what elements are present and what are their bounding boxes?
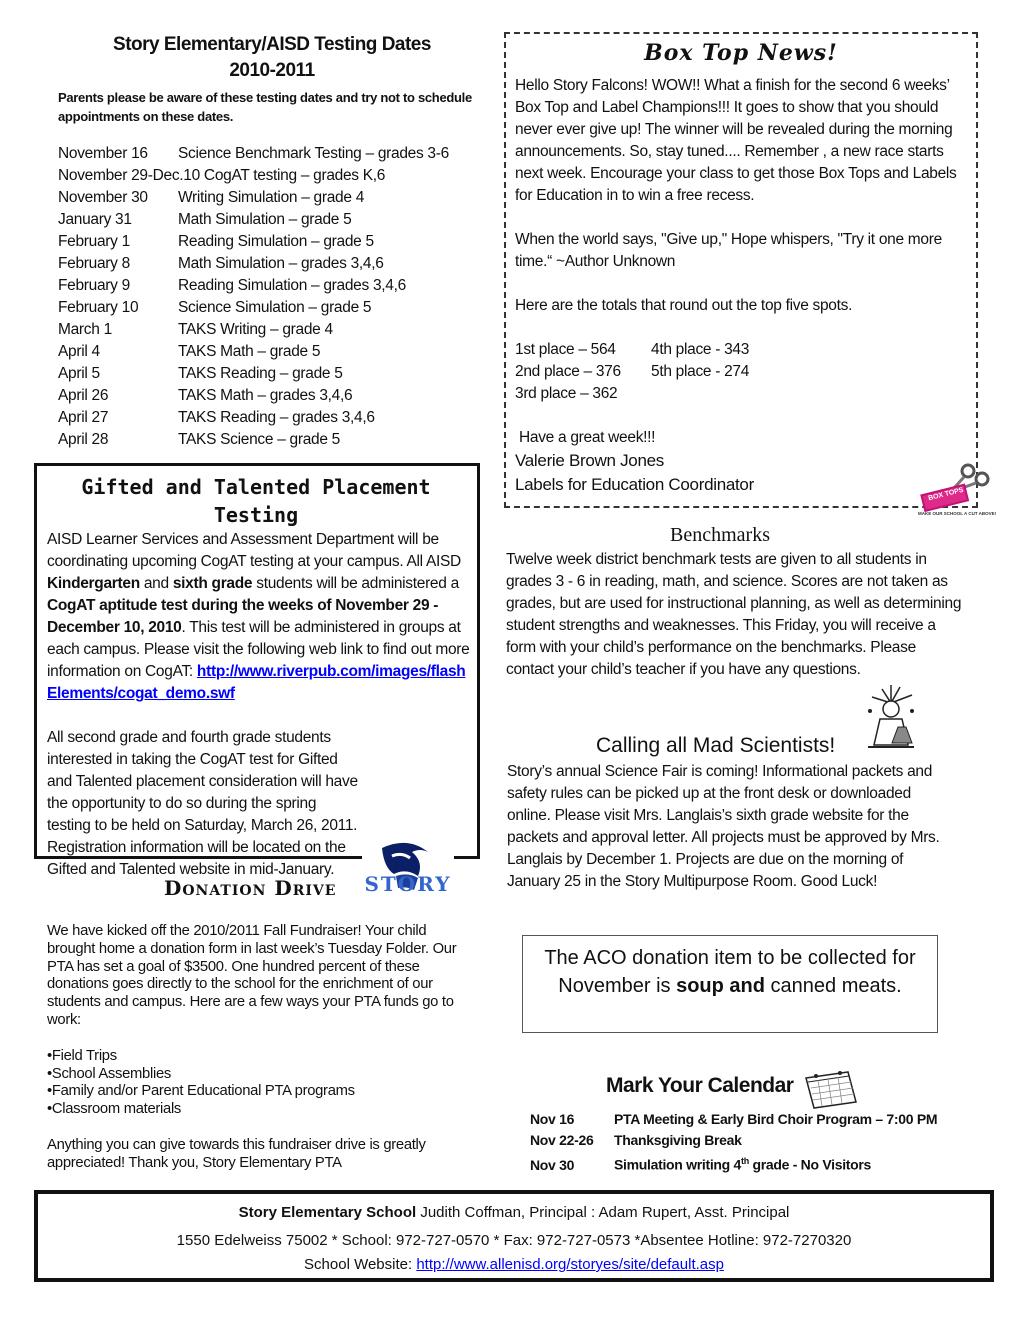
- donation-list-item: •Family and/or Parent Educational PTA programs: [47, 1083, 355, 1100]
- boxtop-quote: When the world says, "Give up," Hope whispers, "Try it one more time.“ ~Author Unknown: [515, 231, 942, 270]
- boxtop-title: Box Top News!: [644, 40, 838, 66]
- boxtop-paragraph-1: Hello Story Falcons! WOW!! What a finish for the second 6 weeks’ Box Top and Label Champions!!! It goes to show that you should never ever give up! The winner will be revealed during the morning announcements. So, stay tuned.... Remember , a new race starts next week. Encourage your class to get those Box Tops and Labels for Education in to win a free recess.: [515, 77, 957, 204]
- scientist-icon: [862, 683, 920, 753]
- testing-title-line1: Story Elementary/AISD Testing Dates: [113, 34, 431, 55]
- testing-date: April 4: [58, 343, 100, 360]
- benchmarks-body: Twelve week district benchmark tests are given to all students in grades 3 - 6 in reading, math, and science. Scores are not taken as grades, but are used for instructional planning, as well as determining student strengths and weaknesses. This Friday, you will receive a form with your child’s performance on the benchmarks. Please contact your child’s teacher if you have any questions.: [506, 551, 962, 678]
- gifted-text: . This test will be administered in groups at each campus. Please visit the following web link to find out more information on CogAT:: [47, 619, 470, 680]
- testing-row: [58, 385, 498, 407]
- scientists-body: Story’s annual Science Fair is coming! Informational packets and safety rules can be picked up at the front desk or downloaded online. Please visit Mrs. Langlais’s sixth grade website for the packets and approval letter. All projects must be approved by Mrs. Langlais by December 1. Projects are due on the morning of January 25 in the Story Multipurpose Room. Good Luck!: [507, 763, 940, 890]
- calendar-event: [530, 1151, 937, 1176]
- calendar-event: [530, 1109, 937, 1130]
- boxtop-signature-name: Valerie Brown Jones: [515, 451, 664, 470]
- footer-school: Story Elementary School: [238, 1204, 417, 1221]
- calendar-event-text: Thanksgiving Break: [614, 1132, 742, 1148]
- testing-row: [58, 319, 498, 341]
- boxtop-body: [515, 75, 970, 497]
- boxtops-logo-text: BOX TOPS: [927, 486, 965, 503]
- school-website-link[interactable]: http://www.allenisd.org/storyes/site/default.asp: [416, 1256, 724, 1273]
- aco-text-bold: soup and: [676, 975, 765, 997]
- testing-row: [58, 187, 498, 209]
- testing-event: Science Simulation – grade 5: [178, 299, 372, 316]
- donation-body: [47, 923, 472, 1173]
- testing-date: February 9: [58, 277, 130, 294]
- gifted-bold-dates: CogAT aptitude test during the weeks of November 29 - December 10, 2010: [47, 597, 439, 636]
- testing-date: February 1: [58, 233, 130, 250]
- footer-line-1: [38, 1204, 990, 1221]
- testing-title-line2: 2010-2011: [229, 60, 315, 81]
- aco-text: The ACO donation item to be collected for November is: [544, 947, 916, 997]
- boxtop-signature-role: Labels for Education Coordinator: [515, 475, 754, 494]
- testing-row: [58, 341, 498, 363]
- testing-row: [58, 275, 498, 297]
- footer-box: [34, 1190, 994, 1282]
- gifted-title: Gifted and Talented Placement Testing: [81, 475, 431, 527]
- gifted-text: students will be administered a: [252, 575, 459, 592]
- testing-event: Math Simulation – grades 3,4,6: [178, 255, 384, 272]
- testing-dates-table: [58, 143, 498, 451]
- calendar-title: Mark Your Calendar: [606, 1074, 794, 1097]
- gifted-text: and: [139, 575, 173, 592]
- testing-row: [58, 165, 498, 187]
- benchmarks-title: Benchmarks: [670, 524, 770, 546]
- testing-event: TAKS Math – grade 5: [178, 343, 321, 360]
- gifted-paragraph-1: [47, 529, 472, 705]
- aco-text-end: canned meats.: [764, 975, 902, 997]
- footer-line-3: [38, 1256, 990, 1273]
- calendar-event-text: grade - No Visitors: [748, 1156, 872, 1173]
- testing-event: TAKS Writing – grade 4: [178, 321, 333, 338]
- testing-date: April 26: [58, 387, 109, 404]
- place-5: 5th place - 274: [651, 363, 750, 380]
- testing-event: TAKS Reading – grade 5: [178, 365, 343, 382]
- boxtops-logo: [918, 463, 997, 519]
- testing-event: TAKS Math – grades 3,4,6: [178, 387, 353, 404]
- mad-scientist-clipart: [862, 683, 920, 753]
- testing-event: Math Simulation – grade 5: [178, 211, 352, 228]
- testing-event: TAKS Reading – grades 3,4,6: [178, 409, 375, 426]
- testing-row: [58, 407, 498, 429]
- testing-row: [58, 143, 498, 165]
- testing-event: Reading Simulation – grade 5: [178, 233, 374, 250]
- testing-row: [58, 231, 498, 253]
- testing-title: [62, 32, 482, 84]
- donation-list-item: •School Assemblies: [47, 1065, 171, 1082]
- donation-list-item: •Classroom materials: [47, 1101, 182, 1118]
- testing-event: Writing Simulation – grade 4: [178, 189, 365, 206]
- testing-row: [58, 209, 498, 231]
- place-1: 1st place – 564: [515, 341, 616, 358]
- testing-date: April 5: [58, 365, 100, 382]
- testing-row: [58, 297, 498, 319]
- calendar-event-text: PTA Meeting & Early Bird Choir Program – 7:00 PM: [614, 1111, 938, 1127]
- calendar-events: [530, 1109, 937, 1176]
- story-falcon-logo: [362, 838, 454, 912]
- calendar-event-date: Nov 22-26: [530, 1132, 594, 1148]
- gifted-paragraph-2: All second grade and fourth grade students interested in taking the CogAT test for Gifted and Talented placement consideration will have the opportunity to do so during the spring testing to be held on Saturday, March 26, 2011. Registration information will be located on the Gifted and Talented website in mid-January.: [47, 729, 358, 878]
- testing-row: [58, 363, 498, 385]
- calendar-event-sup: th: [741, 1156, 749, 1166]
- donation-paragraph-1: We have kicked off the 2010/2011 Fall Fundraiser! Your child brought home a donation form in last week’s Tuesday Folder. Our PTA has set a goal of $3500. One hundred percent of these donations goes directly to the school for the enrichment of our students and campus. Here are a few ways your PTA funds go to work:: [47, 923, 457, 1028]
- donation-list-item: •Field Trips: [47, 1047, 117, 1064]
- gifted-body: [47, 529, 472, 881]
- aco-donation-box: [522, 935, 938, 1033]
- testing-date: January 31: [58, 211, 132, 228]
- testing-date: April 28: [58, 431, 109, 448]
- footer-address: 1550 Edelweiss 75002 * School: 972-727-0570 * Fax: 972-727-0573 *Absentee Hotline: 972-7270320: [176, 1232, 852, 1249]
- gifted-bold-kindergarten: Kindergarten: [47, 575, 140, 592]
- calendar-event: [530, 1130, 937, 1151]
- calendar-event-text: Simulation writing 4: [614, 1156, 742, 1173]
- scientists-title: Calling all Mad Scientists!: [596, 734, 836, 757]
- boxtop-closing: Have a great week!!!: [515, 429, 656, 446]
- boxtop-paragraph-3: Here are the totals that round out the top five spots.: [515, 297, 853, 314]
- donation-list: [47, 1048, 472, 1119]
- boxtop-standings: [515, 339, 970, 405]
- testing-note: Parents please be aware of these testing dates and try not to schedule appointments on these dates.: [58, 90, 472, 124]
- calendar-event-date: Nov 30: [530, 1156, 575, 1173]
- testing-event: CogAT testing – grades K,6: [203, 167, 386, 184]
- testing-date: February 10: [58, 299, 139, 316]
- testing-row: [58, 253, 498, 275]
- footer-staff: Judith Coffman, Principal : Adam Rupert, Asst. Principal: [416, 1204, 790, 1221]
- footer-website-label: School Website:: [304, 1256, 417, 1273]
- testing-date: November 30: [58, 189, 148, 206]
- testing-event: Reading Simulation – grades 3,4,6: [178, 277, 406, 294]
- testing-event: Science Benchmark Testing – grades 3-6: [178, 145, 449, 162]
- place-3: 3rd place – 362: [515, 385, 618, 402]
- testing-row-cell: [58, 165, 498, 187]
- donation-title: Donation Drive: [164, 876, 337, 900]
- testing-event: TAKS Science – grade 5: [178, 431, 340, 448]
- gifted-bold-sixth-grade: sixth grade: [172, 575, 253, 592]
- testing-date: November 16: [58, 145, 148, 162]
- story-logo-text: STORY: [364, 872, 452, 896]
- testing-date: February 8: [58, 255, 130, 272]
- gifted-text: AISD Learner Services and Assessment Department will be coordinating upcoming CogAT testing at your campus. All AISD: [47, 531, 461, 570]
- testing-date: April 27: [58, 409, 109, 426]
- calendar-event-date: Nov 16: [530, 1111, 575, 1127]
- testing-row: [58, 429, 498, 451]
- boxtops-logo-tagline: MAKE OUR SCHOOL A CUT ABOVE!: [918, 511, 997, 516]
- testing-date: March 1: [58, 321, 112, 338]
- place-2: 2nd place – 376: [515, 363, 621, 380]
- donation-paragraph-2: Anything you can give towards this fundraiser drive is greatly appreciated! Thank you, Story Elementary PTA: [47, 1136, 426, 1171]
- place-4: 4th place - 343: [651, 341, 750, 358]
- testing-date: November 29-Dec.10: [58, 167, 200, 184]
- cogat-link[interactable]: http://www.riverpub.com/images/flashElements/cogat_demo.swf: [47, 663, 466, 702]
